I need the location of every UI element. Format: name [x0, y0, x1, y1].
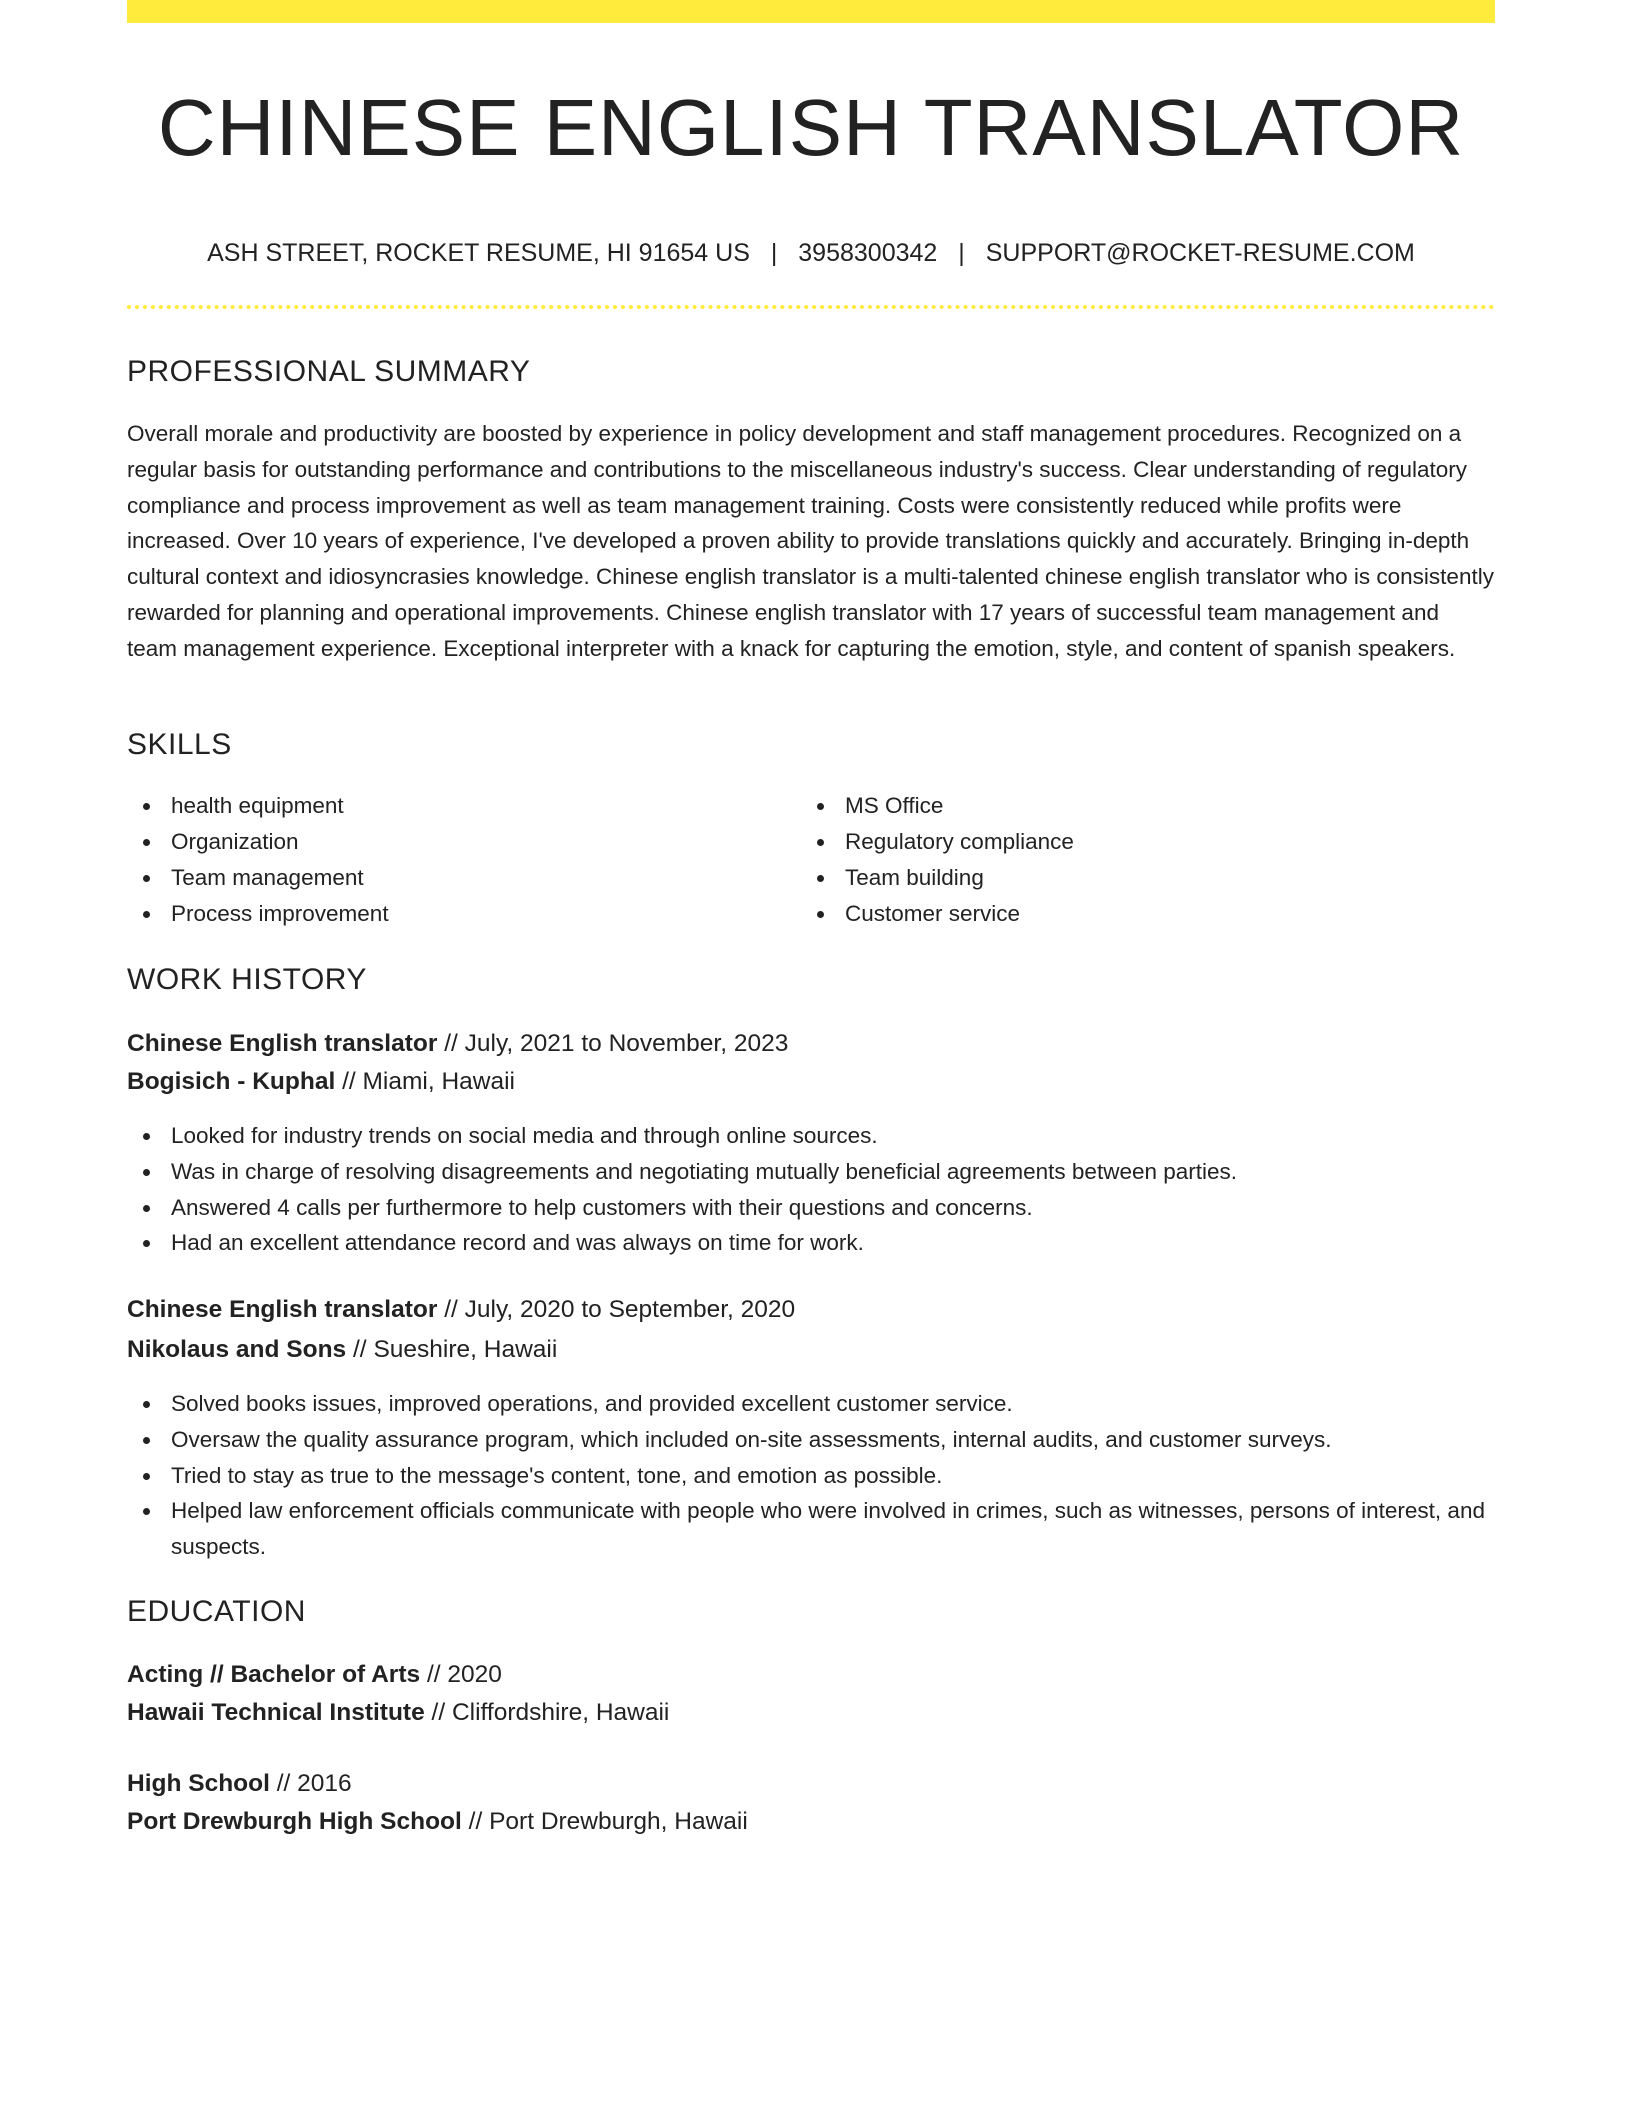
education-heading: EDUCATION — [127, 1595, 306, 1628]
job-bullet: Helped law enforcement officials communicate with people who were involved in crimes, such as witnesses, persons of interest, and suspects. — [127, 1493, 1495, 1565]
job-company-line — [127, 1333, 557, 1367]
job-title: Chinese English translator — [127, 1030, 438, 1057]
job-bullets — [127, 1386, 1495, 1565]
job-bullet: Looked for industry trends on social media and through online sources. — [127, 1118, 1495, 1154]
job-title-line — [127, 1027, 788, 1061]
header-divider — [127, 305, 1495, 309]
job-company: Bogisich - Kuphal — [127, 1068, 336, 1095]
skills-list-left — [127, 788, 727, 932]
skill-item: Customer service — [801, 896, 1401, 932]
entry-separator: // — [353, 1336, 367, 1363]
skill-item: MS Office — [801, 788, 1401, 824]
skill-item: Team management — [127, 860, 727, 896]
contact-separator: | — [770, 239, 778, 267]
education-degree: Acting // Bachelor of Arts — [127, 1661, 421, 1688]
job-bullet: Oversaw the quality assurance program, which included on-site assessments, internal audits, and customer surveys. — [127, 1422, 1495, 1458]
summary-heading: PROFESSIONAL SUMMARY — [127, 355, 531, 388]
entry-separator: // — [444, 1030, 458, 1057]
job-title-line — [127, 1293, 795, 1327]
job-title: Chinese English translator — [127, 1296, 438, 1323]
skills-heading: SKILLS — [127, 728, 232, 761]
education-school: Port Drewburgh High School — [127, 1808, 462, 1835]
job-dates: July, 2021 to November, 2023 — [464, 1030, 789, 1057]
education-school: Hawaii Technical Institute — [127, 1699, 425, 1726]
education-degree-line — [127, 1658, 502, 1692]
accent-top-bar — [127, 0, 1495, 23]
contact-separator: | — [958, 239, 965, 267]
contact-email: SUPPORT@ROCKET-RESUME.COM — [985, 239, 1415, 267]
entry-separator: // — [426, 1661, 441, 1688]
job-location: Miami, Hawaii — [362, 1068, 515, 1095]
education-school-line — [127, 1696, 669, 1730]
education-location: Cliffordshire, Hawaii — [451, 1699, 670, 1726]
resume-title: CHINESE ENGLISH TRANSLATOR — [157, 83, 1465, 172]
skill-item: Regulatory compliance — [801, 824, 1401, 860]
job-location: Sueshire, Hawaii — [373, 1336, 558, 1363]
job-bullet: Was in charge of resolving disagreements and negotiating mutually beneficial agreements between parties. — [127, 1154, 1495, 1190]
job-company-line — [127, 1065, 515, 1099]
skill-item: Process improvement — [127, 896, 727, 932]
work-heading: WORK HISTORY — [127, 963, 367, 996]
skills-list-right — [801, 788, 1401, 932]
skill-item: Team building — [801, 860, 1401, 896]
skill-item: Organization — [127, 824, 727, 860]
job-bullet: Answered 4 calls per furthermore to help customers with their questions and concerns. — [127, 1190, 1495, 1226]
education-location: Port Drewburgh, Hawaii — [489, 1808, 748, 1835]
education-year: 2016 — [297, 1770, 352, 1797]
job-bullet: Had an excellent attendance record and was always on time for work. — [127, 1225, 1495, 1261]
education-year: 2020 — [447, 1661, 502, 1688]
contact-phone: 3958300342 — [798, 239, 938, 267]
job-company: Nikolaus and Sons — [127, 1336, 347, 1363]
entry-separator: // — [444, 1296, 458, 1323]
contact-address: ASH STREET, ROCKET RESUME, HI 91654 US — [207, 239, 750, 267]
entry-separator: // — [431, 1699, 446, 1726]
entry-separator: // — [468, 1808, 483, 1835]
education-degree-line — [127, 1767, 352, 1801]
education-degree: High School — [127, 1770, 270, 1797]
job-dates: July, 2020 to September, 2020 — [464, 1296, 796, 1323]
job-bullet: Tried to stay as true to the message's content, tone, and emotion as possible. — [127, 1458, 1495, 1494]
entry-separator: // — [342, 1068, 356, 1095]
job-bullet: Solved books issues, improved operations, and provided excellent customer service. — [127, 1386, 1495, 1422]
education-school-line — [127, 1805, 748, 1839]
skill-item: health equipment — [127, 788, 727, 824]
entry-separator: // — [276, 1770, 291, 1797]
summary-text: Overall morale and productivity are boosted by experience in policy development and staff management procedures. Recognized on a regular basis for outstanding performance and contributions to the miscellaneous industry's success. Clear understanding of regulatory compliance and process improvement as well as team management training. Costs were consistently reduced while profits were increased. Over 10 years of experience, I've developed a proven ability to provide translations quickly and accurately. Bringing in-depth cultural context and idiosyncrasies knowledge. Chinese english translator is a multi-talented chinese english translator who is consistently rewarded for planning and operational improvements. Chinese english translator with 17 years of successful team management and team management experience. Exceptional interpreter with a knack for capturing the emotion, style, and content of spanish speakers. — [127, 421, 1494, 661]
contact-line — [127, 236, 1495, 270]
job-bullets — [127, 1118, 1495, 1261]
